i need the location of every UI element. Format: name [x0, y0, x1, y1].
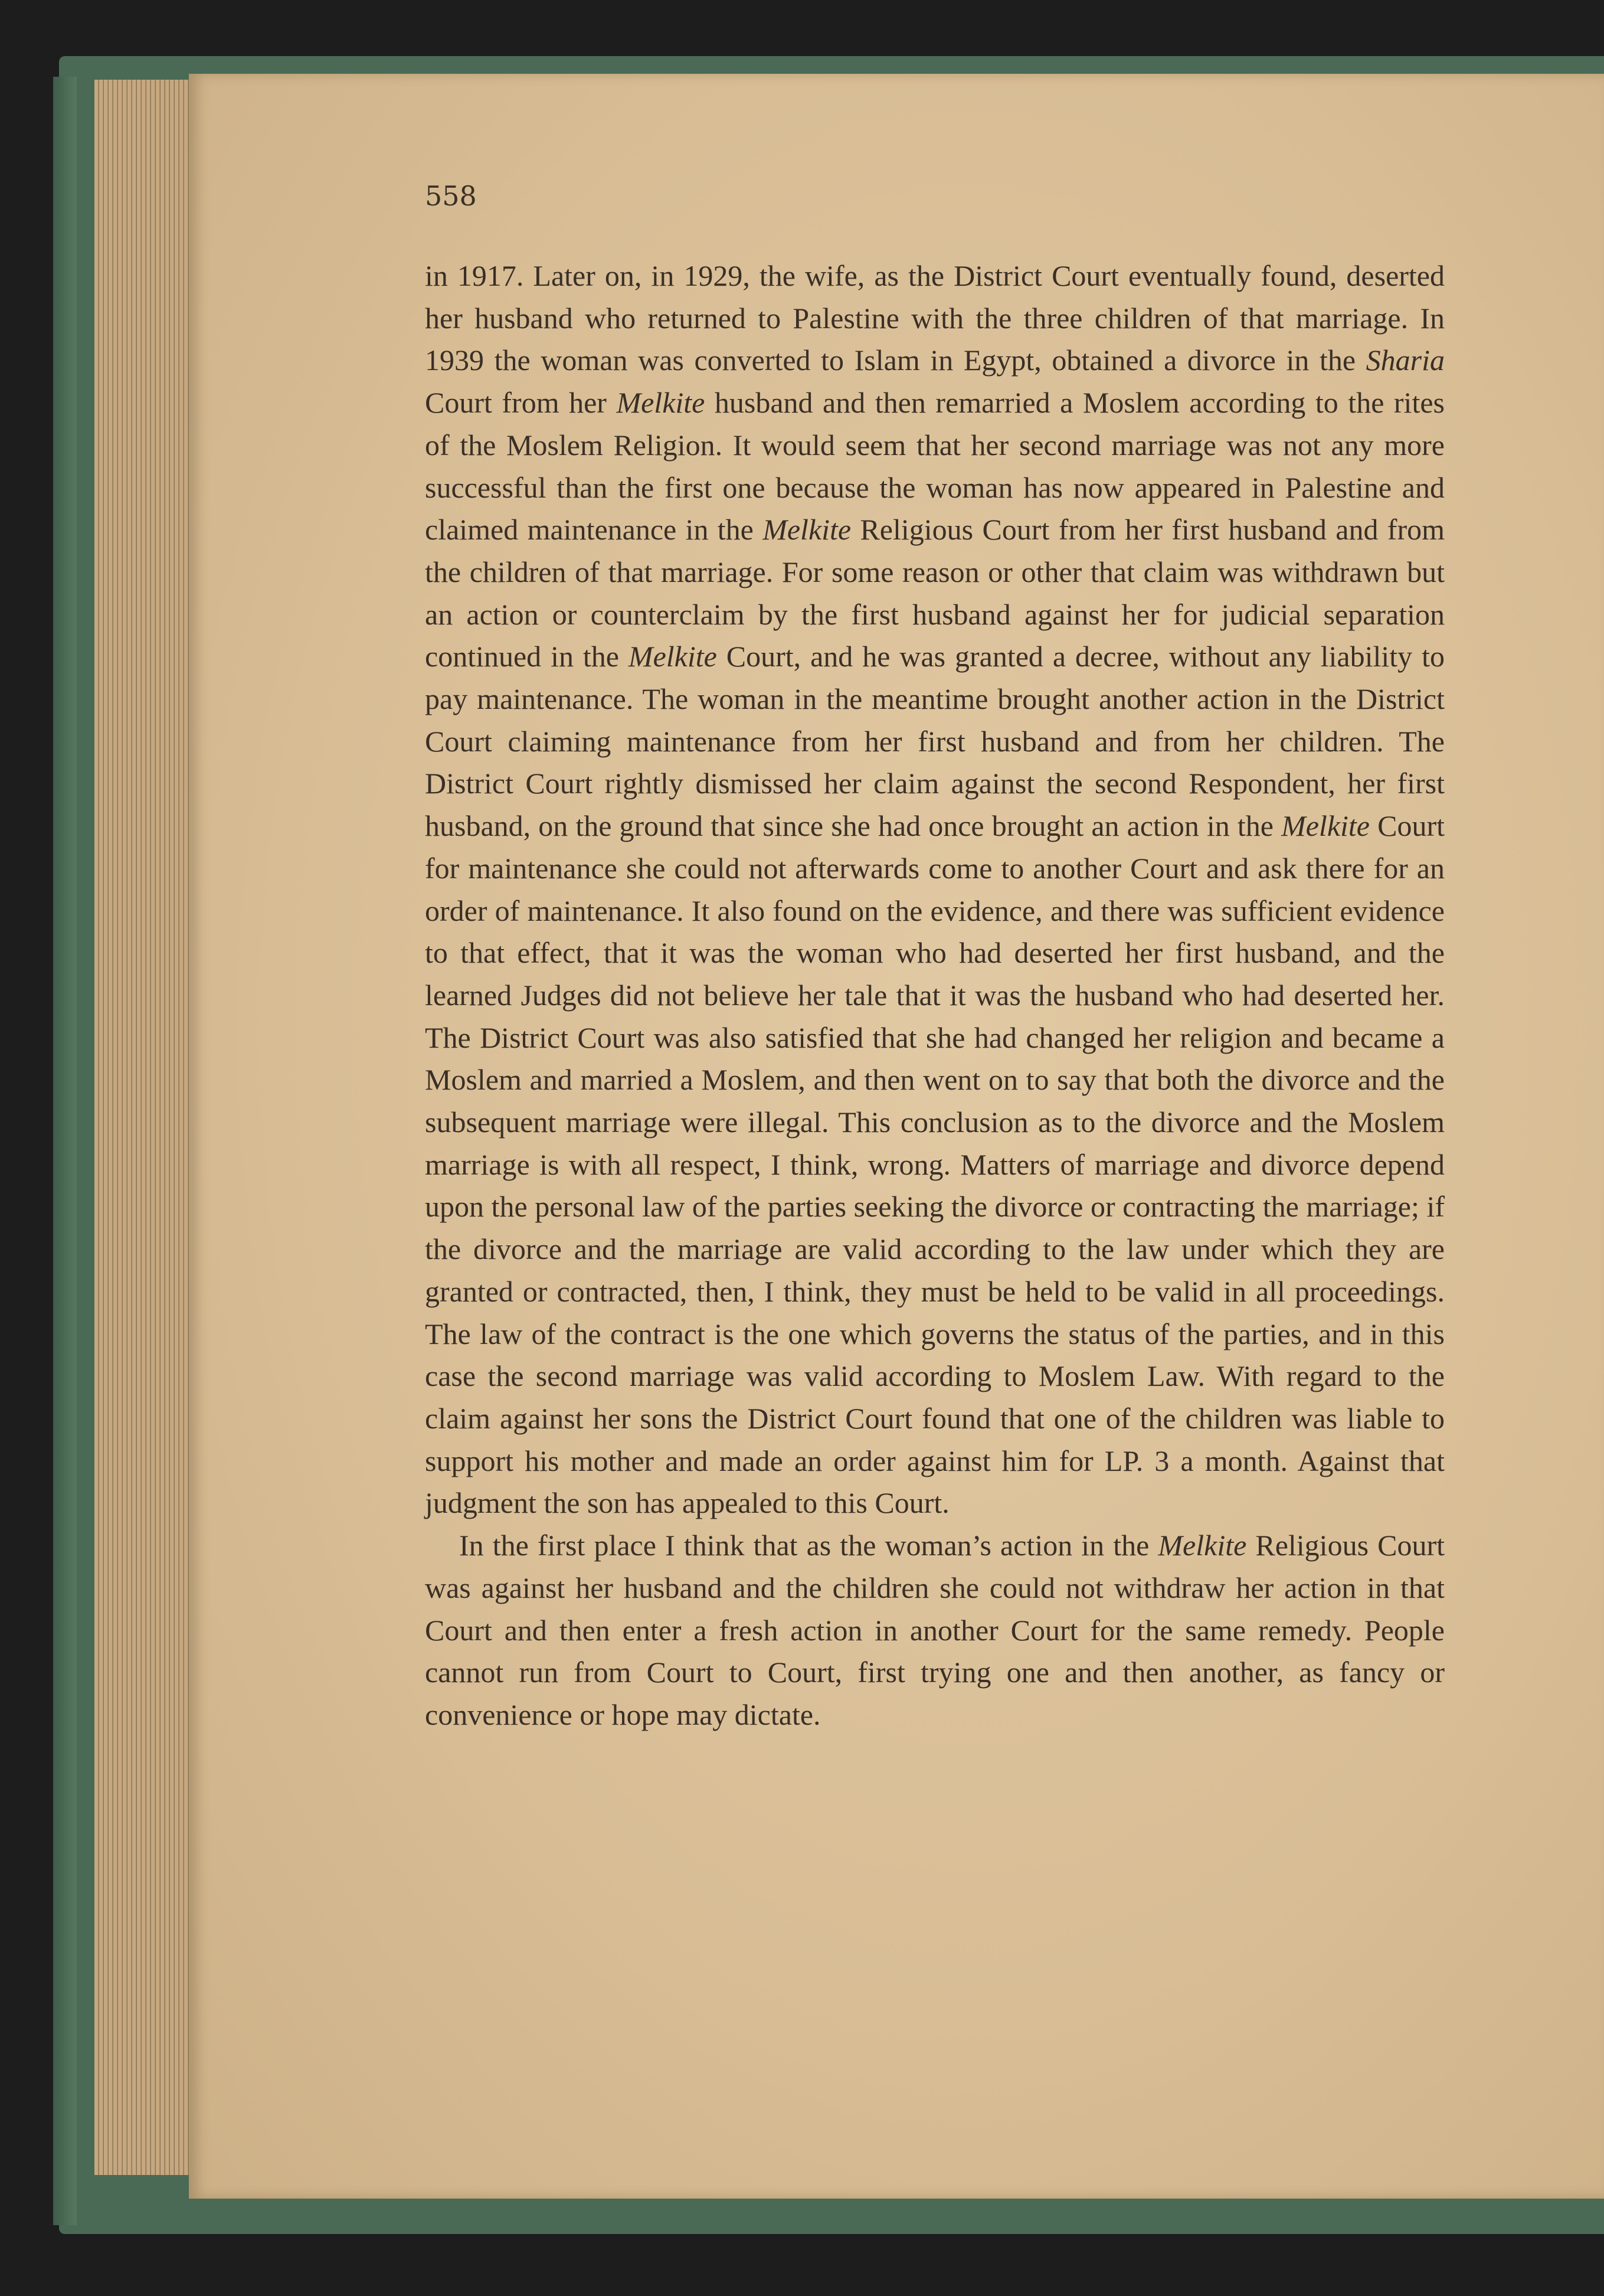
- italic-term: Melkite: [1281, 809, 1370, 843]
- page-number: 558: [425, 180, 477, 212]
- cover-spine-edge: [53, 77, 77, 2225]
- italic-term: Melkite: [762, 513, 852, 547]
- italic-term: Melkite: [616, 386, 705, 420]
- text-run: husband and then remarried a Moslem according to the rites of the Moslem Religion. It would seem that her second marriage was not any more successful than the first one because the woman has now appeared in Palestine and claimed maintenance in the: [425, 386, 1445, 547]
- text-run: Court for maintenance she could not afterwards come to another Court and ask there for an order of maintenance. It also found on the evidence, and there was sufficient evidence to that effect, that it was the woman who had deserted her first husband, and the learned Judges did not believe her tale that it was the husband who had deserted her. The District Court was also satisfied that she had changed her religion and became a Moslem and married a Moslem, and then went on to say that both the divorce and the subsequent marriage were illegal. This conclusion as to the divorce and the Moslem marriage is with all respect, I think, wrong. Matters of marriage and divorce depend upon the personal law of the parties seeking the divorce or contracting the marriage; if the divorce and the marriage are valid according to the law under which they are granted or contracted, then, I think, they must be held to be valid in all proceedings. The law of the contract is the one which governs the status of the parties, and in this case the second marriage was valid according to Moslem Law. With regard to the claim against her sons the District Court found that one of the children was liable to support his mother and made an order against him for LP. 3 a month. Against that judgment the son has appealed to this Court.: [425, 809, 1445, 1520]
- paragraph-2: [425, 1525, 1445, 1736]
- text-run: Court from her: [425, 386, 617, 420]
- text-run: in 1917. Later on, in 1929, the wife, as the District Court eventually found, deserted her husband who returned to Palestine with the three children of that marriage. In 1939 the woman was converted to Islam in Egypt, obtained a divorce in the: [425, 259, 1445, 377]
- page-edges: [94, 80, 201, 2175]
- text-run: In the first place I think that as the woman’s action in the: [459, 1529, 1158, 1562]
- body-text: [425, 255, 1445, 1736]
- paragraph-1: [425, 255, 1445, 1525]
- text-run: Religious Court was against her husband and the children she could not withdraw her action in that Court and then enter a fresh action in another Court for the same remedy. People cannot run from Court to Court, first trying one and then another, as fancy or convenience or hope may dictate.: [425, 1529, 1445, 1731]
- italic-term: Melkite: [628, 640, 717, 673]
- italic-term: Sharia: [1366, 344, 1445, 377]
- text-run: Court, and he was granted a decree, without any liability to pay maintenance. The woman in the meantime brought another action in the District Court claiming maintenance from her first husband and from her children. The District Court rightly dismissed her claim against the second Respondent, her first husband, on the ground that since she had once brought an action in the: [425, 640, 1445, 843]
- italic-term: Melkite: [1158, 1529, 1247, 1562]
- text-run: Religious Court from her first husband and from the children of that marriage. For some reason or other that claim was withdrawn but an action or counterclaim by the first husband against her for judicial separation continued in the: [425, 513, 1445, 673]
